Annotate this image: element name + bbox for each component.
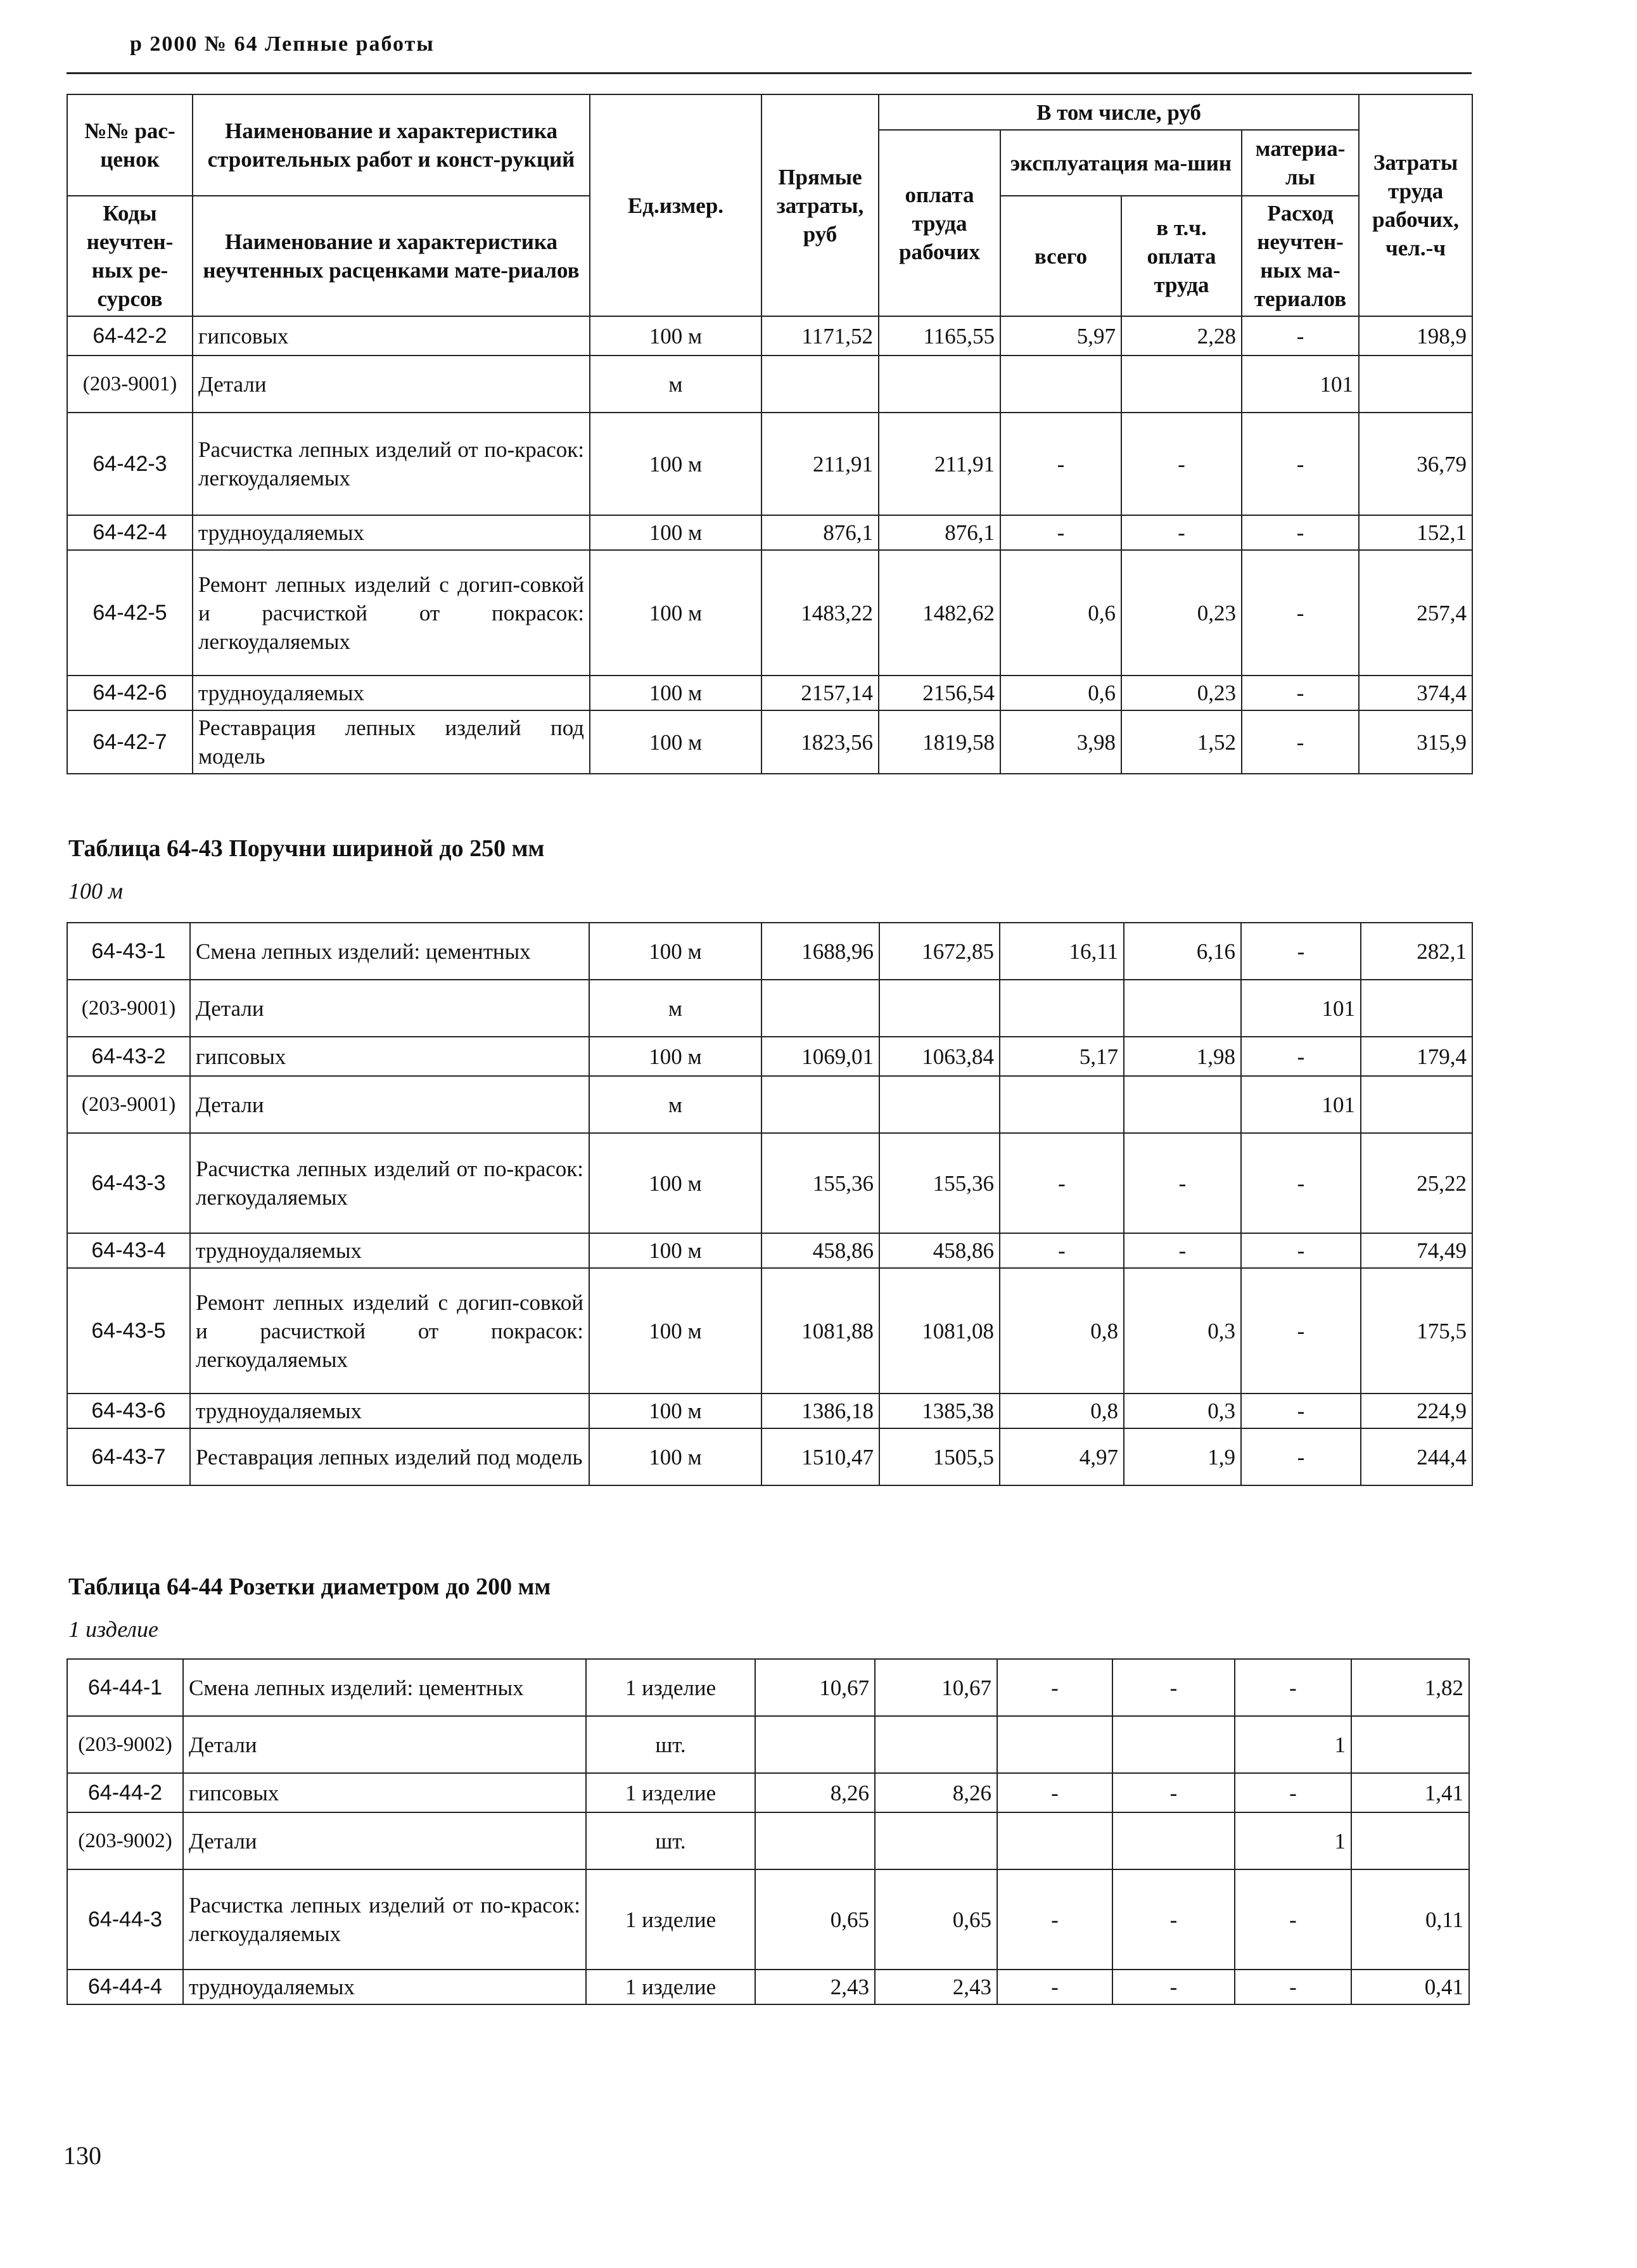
row-unit: 100 м: [589, 1233, 761, 1268]
row-machines-labor: 0,3: [1124, 1393, 1241, 1428]
row-machines-total: [997, 1812, 1112, 1869]
table-row: [67, 923, 1472, 980]
row-labor-hours: [1359, 356, 1472, 413]
row-labor-hours: [1361, 980, 1472, 1037]
row-materials: -: [1242, 676, 1359, 710]
row-machines-labor: 1,98: [1124, 1037, 1241, 1076]
table-body: [67, 923, 1472, 1485]
row-direct-cost: 211,91: [761, 413, 879, 515]
col-labor-pay: оплата труда рабочих: [879, 130, 1000, 316]
table-row: [67, 1773, 1469, 1812]
table-64-43-title: Таблица 64-43 Поручни шириной до 250 мм: [68, 835, 545, 862]
row-code: (203-9002): [67, 1716, 183, 1773]
row-labor-hours: 74,49: [1361, 1233, 1472, 1268]
running-title: р 2000 № 64 Лепные работы: [130, 32, 435, 56]
row-labor-pay: 1081,08: [879, 1268, 1000, 1393]
col-code-top: №№ рас-ценок: [67, 94, 193, 196]
row-code: 64-43-6: [67, 1393, 190, 1428]
row-name: Реставрация лепных изделий под модель: [190, 1428, 589, 1485]
row-direct-cost: 2157,14: [761, 676, 879, 710]
table-row: [67, 1133, 1472, 1233]
row-name: Детали: [190, 980, 589, 1037]
row-unit: м: [590, 356, 761, 413]
row-machines-labor: -: [1112, 1970, 1235, 2004]
row-code: 64-43-3: [67, 1133, 190, 1233]
row-unit: 100 м: [589, 1428, 761, 1485]
row-labor-hours: 224,9: [1361, 1393, 1472, 1428]
row-machines-total: -: [1000, 1133, 1124, 1233]
row-labor-hours: 315,9: [1359, 710, 1472, 774]
row-code: 64-43-7: [67, 1428, 190, 1485]
row-name: гипсовых: [183, 1773, 586, 1812]
row-name: Детали: [183, 1716, 586, 1773]
table-64-44-unit: 1 изделие: [68, 1617, 158, 1642]
row-labor-pay: [875, 1812, 997, 1869]
row-labor-hours: 179,4: [1361, 1037, 1472, 1076]
row-machines-labor: 2,28: [1121, 316, 1242, 356]
row-name: Расчистка лепных изделий от по-красок: легкоудаляемых: [193, 413, 590, 515]
page-number: 130: [63, 2141, 101, 2170]
table-row: [67, 1268, 1472, 1393]
col-including: В том числе, руб: [879, 94, 1359, 130]
row-machines-labor: -: [1112, 1773, 1235, 1812]
row-materials: -: [1241, 1233, 1361, 1268]
row-unit: 100 м: [589, 1037, 761, 1076]
table-row: [67, 316, 1472, 356]
row-unit: 100 м: [590, 676, 761, 710]
row-code: 64-44-3: [67, 1869, 183, 1970]
row-unit: 100 м: [590, 316, 761, 356]
table-64-43-unit: 100 м: [68, 878, 123, 904]
row-name: гипсовых: [193, 316, 590, 356]
row-labor-hours: 374,4: [1359, 676, 1472, 710]
row-direct-cost: 8,26: [755, 1773, 875, 1812]
row-machines-labor: -: [1124, 1233, 1241, 1268]
row-code: 64-43-1: [67, 923, 190, 980]
row-machines-total: -: [1000, 515, 1121, 550]
row-code: (203-9001): [67, 980, 190, 1037]
row-materials: 1: [1235, 1716, 1351, 1773]
row-materials: -: [1242, 515, 1359, 550]
row-direct-cost: 2,43: [755, 1970, 875, 2004]
row-machines-total: [997, 1716, 1112, 1773]
row-direct-cost: [761, 980, 879, 1037]
row-labor-pay: 10,67: [875, 1659, 997, 1716]
row-machines-labor: 6,16: [1124, 923, 1241, 980]
row-direct-cost: 1483,22: [761, 550, 879, 676]
row-code: 64-44-1: [67, 1659, 183, 1716]
row-unit: 1 изделие: [586, 1970, 755, 2004]
row-labor-hours: 36,79: [1359, 413, 1472, 515]
row-machines-labor: [1112, 1716, 1235, 1773]
row-labor-hours: 1,82: [1351, 1659, 1469, 1716]
row-labor-pay: 1819,58: [879, 710, 1000, 774]
row-labor-pay: 1063,84: [879, 1037, 1000, 1076]
row-labor-pay: 1482,62: [879, 550, 1000, 676]
row-name: Детали: [193, 356, 590, 413]
row-machines-total: 5,97: [1000, 316, 1121, 356]
col-name-bottom: Наименование и характеристика неучтенных расценками мате-риалов: [193, 196, 590, 316]
row-unit: 1 изделие: [586, 1773, 755, 1812]
row-unit: 100 м: [589, 923, 761, 980]
row-materials: -: [1241, 1268, 1361, 1393]
table-row: [67, 413, 1472, 515]
table-64-43: [67, 922, 1473, 1486]
row-name: трудноудаляемых: [193, 676, 590, 710]
row-materials: -: [1241, 1037, 1361, 1076]
row-machines-labor: 1,9: [1124, 1428, 1241, 1485]
row-labor-hours: 0,11: [1351, 1869, 1469, 1970]
row-machines-total: 5,17: [1000, 1037, 1124, 1076]
row-machines-labor: 0,23: [1121, 676, 1242, 710]
row-machines-total: [1000, 980, 1124, 1037]
row-labor-pay: 876,1: [879, 515, 1000, 550]
row-name: Детали: [183, 1812, 586, 1869]
row-machines-labor: -: [1112, 1659, 1235, 1716]
row-unit: 100 м: [590, 515, 761, 550]
row-labor-hours: 257,4: [1359, 550, 1472, 676]
table-row: [67, 1076, 1472, 1133]
row-labor-hours: 282,1: [1361, 923, 1472, 980]
row-labor-hours: 244,4: [1361, 1428, 1472, 1485]
row-name: Расчистка лепных изделий от по-красок: легкоудаляемых: [190, 1133, 589, 1233]
row-machines-total: -: [997, 1659, 1112, 1716]
row-direct-cost: 1081,88: [761, 1268, 879, 1393]
row-unit: шт.: [586, 1716, 755, 1773]
row-labor-hours: 1,41: [1351, 1773, 1469, 1812]
row-direct-cost: [761, 1076, 879, 1133]
table-header: [67, 94, 1472, 316]
row-machines-total: 0,8: [1000, 1268, 1124, 1393]
row-unit: шт.: [586, 1812, 755, 1869]
row-labor-pay: 211,91: [879, 413, 1000, 515]
row-materials: -: [1235, 1869, 1351, 1970]
table-row: [67, 1716, 1469, 1773]
row-machines-labor: [1121, 356, 1242, 413]
row-code: 64-42-2: [67, 316, 193, 356]
row-labor-pay: 458,86: [879, 1233, 1000, 1268]
table-row: [67, 1233, 1472, 1268]
row-direct-cost: [755, 1716, 875, 1773]
row-machines-total: [1000, 356, 1121, 413]
row-materials: -: [1241, 1133, 1361, 1233]
row-unit: 100 м: [589, 1268, 761, 1393]
col-direct: Прямые затраты, руб: [761, 94, 879, 316]
row-machines-total: -: [1000, 413, 1121, 515]
row-machines-labor: [1124, 1076, 1241, 1133]
row-code: 64-42-6: [67, 676, 193, 710]
row-machines-labor: 0,23: [1121, 550, 1242, 676]
row-code: 64-43-2: [67, 1037, 190, 1076]
row-machines-total: -: [997, 1773, 1112, 1812]
table-body: [67, 316, 1472, 774]
row-name: трудноудаляемых: [190, 1233, 589, 1268]
row-labor-pay: 1672,85: [879, 923, 1000, 980]
row-machines-labor: [1112, 1812, 1235, 1869]
row-labor-pay: [879, 1076, 1000, 1133]
col-code-bottom: Коды неучтен-ных ре-сурсов: [67, 196, 193, 316]
row-machines-total: 0,8: [1000, 1393, 1124, 1428]
col-unit: Ед.измер.: [590, 94, 761, 316]
row-code: 64-43-4: [67, 1233, 190, 1268]
row-machines-labor: 1,52: [1121, 710, 1242, 774]
row-name: трудноудаляемых: [193, 515, 590, 550]
row-labor-hours: 175,5: [1361, 1268, 1472, 1393]
table-row: [67, 1970, 1469, 2004]
row-machines-total: -: [1000, 1233, 1124, 1268]
col-name-top: Наименование и характеристика строительных работ и конст-рукций: [193, 94, 590, 196]
row-labor-hours: 25,22: [1361, 1133, 1472, 1233]
row-name: трудноудаляемых: [183, 1970, 586, 2004]
row-machines-labor: -: [1112, 1869, 1235, 1970]
table-row: [67, 1812, 1469, 1869]
row-labor-pay: 1505,5: [879, 1428, 1000, 1485]
col-materials: материа-лы: [1242, 130, 1359, 196]
table-row: [67, 515, 1472, 550]
row-labor-pay: 8,26: [875, 1773, 997, 1812]
table-64-44-title: Таблица 64-44 Розетки диаметром до 200 мм: [68, 1573, 551, 1600]
row-code: 64-42-5: [67, 550, 193, 676]
row-materials: 101: [1241, 980, 1361, 1037]
row-code: 64-44-4: [67, 1970, 183, 2004]
row-machines-total: [1000, 1076, 1124, 1133]
row-labor-hours: 0,41: [1351, 1970, 1469, 2004]
row-code: 64-42-7: [67, 710, 193, 774]
row-labor-pay: 2,43: [875, 1970, 997, 2004]
row-labor-pay: 0,65: [875, 1869, 997, 1970]
row-name: Ремонт лепных изделий с догип-совкой и расчисткой от покрасок: легкоудаляемых: [190, 1268, 589, 1393]
row-direct-cost: 1688,96: [761, 923, 879, 980]
row-name: трудноудаляемых: [190, 1393, 589, 1428]
table-row: [67, 356, 1472, 413]
row-code: 64-44-2: [67, 1773, 183, 1812]
row-materials: -: [1242, 413, 1359, 515]
row-code: 64-43-5: [67, 1268, 190, 1393]
row-name: гипсовых: [190, 1037, 589, 1076]
row-direct-cost: 1510,47: [761, 1428, 879, 1485]
col-labor-hours: Затраты труда рабочих, чел.-ч: [1359, 94, 1472, 316]
row-direct-cost: 1171,52: [761, 316, 879, 356]
row-machines-labor: 0,3: [1124, 1268, 1241, 1393]
row-labor-hours: [1351, 1716, 1469, 1773]
row-unit: м: [589, 1076, 761, 1133]
row-direct-cost: 10,67: [755, 1659, 875, 1716]
row-labor-pay: [875, 1716, 997, 1773]
row-materials: -: [1242, 316, 1359, 356]
row-materials: -: [1242, 550, 1359, 676]
col-materials-unaccounted: Расход неучтен-ных ма-териалов: [1242, 196, 1359, 316]
row-name: Смена лепных изделий: цементных: [190, 923, 589, 980]
row-direct-cost: 458,86: [761, 1233, 879, 1268]
table-64-42: [67, 94, 1473, 774]
row-materials: 1: [1235, 1812, 1351, 1869]
row-unit: 100 м: [589, 1133, 761, 1233]
row-materials: -: [1235, 1970, 1351, 2004]
row-name: Реставрация лепных изделий под модель: [193, 710, 590, 774]
row-name: Расчистка лепных изделий от по-красок: легкоудаляемых: [183, 1869, 586, 1970]
row-machines-total: 16,11: [1000, 923, 1124, 980]
table-row: [67, 1659, 1469, 1716]
row-unit: 100 м: [590, 710, 761, 774]
table-body: [67, 1659, 1469, 2004]
row-direct-cost: 1386,18: [761, 1393, 879, 1428]
table-row: [67, 1428, 1472, 1485]
row-name: Ремонт лепных изделий с догип-совкой и расчисткой от покрасок: легкоудаляемых: [193, 550, 590, 676]
row-machines-total: -: [997, 1869, 1112, 1970]
row-unit: 100 м: [590, 550, 761, 676]
table-row: [67, 980, 1472, 1037]
row-labor-pay: 2156,54: [879, 676, 1000, 710]
row-machines-labor: -: [1124, 1133, 1241, 1233]
row-machines-labor: -: [1121, 515, 1242, 550]
table-row: [67, 710, 1472, 774]
row-machines-total: 0,6: [1000, 550, 1121, 676]
row-labor-pay: 1385,38: [879, 1393, 1000, 1428]
row-unit: 1 изделие: [586, 1659, 755, 1716]
row-materials: -: [1241, 923, 1361, 980]
row-machines-labor: [1124, 980, 1241, 1037]
row-machines-total: -: [997, 1970, 1112, 2004]
row-direct-cost: 155,36: [761, 1133, 879, 1233]
table-64-44: [67, 1658, 1470, 2005]
row-materials: -: [1242, 710, 1359, 774]
row-materials: 101: [1241, 1076, 1361, 1133]
table-row: [67, 1869, 1469, 1970]
row-machines-labor: -: [1121, 413, 1242, 515]
row-labor-pay: 155,36: [879, 1133, 1000, 1233]
col-machines-labor: в т.ч. оплата труда: [1121, 196, 1242, 316]
row-direct-cost: 1069,01: [761, 1037, 879, 1076]
row-unit: м: [589, 980, 761, 1037]
col-machines: эксплуатация ма-шин: [1000, 130, 1242, 196]
row-code: 64-42-3: [67, 413, 193, 515]
row-machines-total: 0,6: [1000, 676, 1121, 710]
row-materials: -: [1235, 1773, 1351, 1812]
row-labor-hours: [1361, 1076, 1472, 1133]
row-machines-total: 4,97: [1000, 1428, 1124, 1485]
row-labor-hours: 152,1: [1359, 515, 1472, 550]
row-code: (203-9001): [67, 356, 193, 413]
row-code: 64-42-4: [67, 515, 193, 550]
row-labor-pay: [879, 980, 1000, 1037]
row-unit: 100 м: [589, 1393, 761, 1428]
row-direct-cost: [761, 356, 879, 413]
row-name: Детали: [190, 1076, 589, 1133]
table-row: [67, 1037, 1472, 1076]
row-unit: 100 м: [590, 413, 761, 515]
row-code: (203-9001): [67, 1076, 190, 1133]
table-row: [67, 550, 1472, 676]
col-machines-total: всего: [1000, 196, 1121, 316]
row-labor-hours: [1351, 1812, 1469, 1869]
table-row: [67, 1393, 1472, 1428]
row-materials: -: [1241, 1428, 1361, 1485]
table-row: [67, 676, 1472, 710]
row-direct-cost: [755, 1812, 875, 1869]
row-machines-total: 3,98: [1000, 710, 1121, 774]
row-materials: -: [1235, 1659, 1351, 1716]
row-unit: 1 изделие: [586, 1869, 755, 1970]
running-header: [67, 32, 1472, 74]
row-direct-cost: 876,1: [761, 515, 879, 550]
row-labor-hours: 198,9: [1359, 316, 1472, 356]
row-code: (203-9002): [67, 1812, 183, 1869]
row-materials: 101: [1242, 356, 1359, 413]
row-labor-pay: 1165,55: [879, 316, 1000, 356]
row-name: Смена лепных изделий: цементных: [183, 1659, 586, 1716]
row-materials: -: [1241, 1393, 1361, 1428]
row-labor-pay: [879, 356, 1000, 413]
row-direct-cost: 0,65: [755, 1869, 875, 1970]
row-direct-cost: 1823,56: [761, 710, 879, 774]
